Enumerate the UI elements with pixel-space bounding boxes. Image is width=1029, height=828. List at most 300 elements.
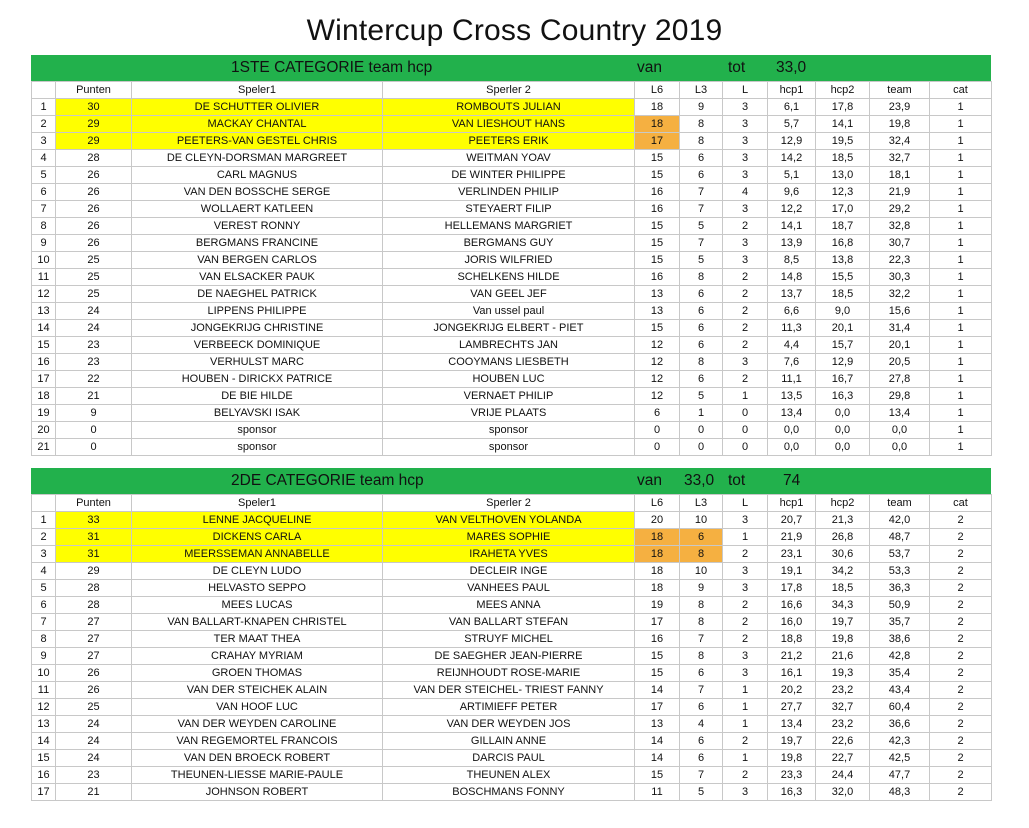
cell-punten: 31 (56, 529, 132, 546)
cell-hcp1: 7,6 (768, 354, 816, 371)
category-1-block (31, 55, 991, 456)
cell-hcp1: 8,5 (768, 252, 816, 269)
cell-hcp2: 13,0 (816, 167, 870, 184)
cell-l3: 7 (680, 235, 723, 252)
cell-punten: 27 (56, 631, 132, 648)
cell-team: 47,7 (870, 767, 930, 784)
cell-cat: 1 (930, 116, 992, 133)
cell-row-number: 6 (32, 597, 56, 614)
cell-hcp1: 19,1 (768, 563, 816, 580)
table-row (32, 580, 992, 597)
cell-hcp2: 18,5 (816, 286, 870, 303)
cell-punten: 25 (56, 269, 132, 286)
column-header-cat: cat (930, 82, 992, 99)
cell-speler1: DE CLEYN-DORSMAN MARGREET (132, 150, 383, 167)
cell-hcp2: 19,8 (816, 631, 870, 648)
cell-speler2: ARTIMIEFF PETER (383, 699, 635, 716)
cell-l6: 15 (635, 320, 680, 337)
cell-team: 48,3 (870, 784, 930, 801)
cell-l6: 0 (635, 439, 680, 456)
cell-l: 3 (723, 580, 768, 597)
cell-l3: 8 (680, 133, 723, 150)
cell-speler2: MEES ANNA (383, 597, 635, 614)
cell-team: 19,8 (870, 116, 930, 133)
category-1-tot-value: 33,0 (776, 59, 807, 76)
cell-row-number: 12 (32, 699, 56, 716)
cell-l: 2 (723, 371, 768, 388)
cell-l6: 15 (635, 252, 680, 269)
cell-l: 3 (723, 784, 768, 801)
cell-row-number: 11 (32, 269, 56, 286)
cell-hcp1: 16,3 (768, 784, 816, 801)
cell-l: 1 (723, 716, 768, 733)
cell-punten: 25 (56, 286, 132, 303)
cell-l: 2 (723, 286, 768, 303)
cell-l6: 11 (635, 784, 680, 801)
cell-punten: 29 (56, 563, 132, 580)
cell-punten: 27 (56, 614, 132, 631)
cell-l3: 6 (680, 320, 723, 337)
cell-punten: 24 (56, 750, 132, 767)
cell-l6: 14 (635, 733, 680, 750)
cell-speler1: CARL MAGNUS (132, 167, 383, 184)
cell-cat: 1 (930, 201, 992, 218)
category-2-block (31, 468, 991, 801)
cell-hcp1: 16,6 (768, 597, 816, 614)
cell-l3: 0 (680, 439, 723, 456)
cell-hcp1: 13,4 (768, 405, 816, 422)
cell-speler2: HOUBEN LUC (383, 371, 635, 388)
cell-team: 0,0 (870, 422, 930, 439)
cell-row-number: 17 (32, 784, 56, 801)
cell-speler2: VAN DER WEYDEN JOS (383, 716, 635, 733)
cell-speler1: VERHULST MARC (132, 354, 383, 371)
cell-hcp2: 22,6 (816, 733, 870, 750)
cell-hcp2: 19,3 (816, 665, 870, 682)
cell-row-number: 10 (32, 665, 56, 682)
cell-hcp2: 13,8 (816, 252, 870, 269)
cell-punten: 9 (56, 405, 132, 422)
cell-hcp2: 34,2 (816, 563, 870, 580)
cell-l6: 17 (635, 614, 680, 631)
cell-row-number: 14 (32, 320, 56, 337)
table-row (32, 716, 992, 733)
cell-l6: 18 (635, 116, 680, 133)
cell-cat: 1 (930, 252, 992, 269)
cell-l: 2 (723, 269, 768, 286)
cell-l: 2 (723, 320, 768, 337)
cell-hcp1: 6,1 (768, 99, 816, 116)
cell-l: 2 (723, 631, 768, 648)
cell-cat: 2 (930, 699, 992, 716)
category-2-table (31, 494, 992, 801)
table-row (32, 405, 992, 422)
cell-team: 23,9 (870, 99, 930, 116)
cell-team: 32,4 (870, 133, 930, 150)
cell-hcp1: 19,7 (768, 733, 816, 750)
table-row (32, 614, 992, 631)
cell-hcp1: 23,1 (768, 546, 816, 563)
cell-cat: 1 (930, 354, 992, 371)
cell-hcp1: 14,2 (768, 150, 816, 167)
cell-l6: 15 (635, 150, 680, 167)
cell-cat: 1 (930, 99, 992, 116)
table-row (32, 699, 992, 716)
cell-team: 29,2 (870, 201, 930, 218)
cell-team: 0,0 (870, 439, 930, 456)
cell-cat: 2 (930, 529, 992, 546)
cell-speler2: STEYAERT FILIP (383, 201, 635, 218)
table-row (32, 784, 992, 801)
cell-hcp1: 12,2 (768, 201, 816, 218)
cell-hcp1: 12,9 (768, 133, 816, 150)
table-row (32, 269, 992, 286)
cell-row-number: 2 (32, 116, 56, 133)
cell-punten: 22 (56, 371, 132, 388)
cell-l3: 0 (680, 422, 723, 439)
cell-speler2: MARES SOPHIE (383, 529, 635, 546)
cell-row-number: 9 (32, 648, 56, 665)
table-row (32, 682, 992, 699)
cell-speler1: DE BIE HILDE (132, 388, 383, 405)
table-row (32, 150, 992, 167)
cell-l6: 15 (635, 218, 680, 235)
cell-speler1: VAN DER WEYDEN CAROLINE (132, 716, 383, 733)
cell-cat: 1 (930, 371, 992, 388)
cell-l: 3 (723, 512, 768, 529)
cell-l: 2 (723, 337, 768, 354)
cell-speler1: VAN ELSACKER PAUK (132, 269, 383, 286)
cell-l6: 12 (635, 337, 680, 354)
cell-row-number: 4 (32, 150, 56, 167)
cell-punten: 23 (56, 354, 132, 371)
cell-cat: 1 (930, 218, 992, 235)
cell-team: 21,9 (870, 184, 930, 201)
cell-cat: 2 (930, 784, 992, 801)
cell-speler1: VAN DER STEICHEK ALAIN (132, 682, 383, 699)
cell-l3: 6 (680, 167, 723, 184)
cell-speler1: LIPPENS PHILIPPE (132, 303, 383, 320)
cell-hcp2: 21,6 (816, 648, 870, 665)
cell-hcp2: 32,7 (816, 699, 870, 716)
cell-row-number: 3 (32, 546, 56, 563)
cell-team: 22,3 (870, 252, 930, 269)
cell-l: 1 (723, 699, 768, 716)
cell-l3: 8 (680, 546, 723, 563)
cell-row-number: 9 (32, 235, 56, 252)
cell-team: 30,7 (870, 235, 930, 252)
cell-speler1: MACKAY CHANTAL (132, 116, 383, 133)
cell-l3: 6 (680, 337, 723, 354)
cell-hcp2: 16,8 (816, 235, 870, 252)
cell-hcp2: 12,9 (816, 354, 870, 371)
table-row (32, 99, 992, 116)
cell-l6: 14 (635, 682, 680, 699)
table-row (32, 252, 992, 269)
cell-speler1: VEREST RONNY (132, 218, 383, 235)
cell-speler2: JONGEKRIJG ELBERT - PIET (383, 320, 635, 337)
cell-l: 3 (723, 167, 768, 184)
cell-hcp1: 9,6 (768, 184, 816, 201)
table-row (32, 303, 992, 320)
cell-l: 3 (723, 563, 768, 580)
cell-hcp2: 21,3 (816, 512, 870, 529)
cell-team: 13,4 (870, 405, 930, 422)
column-header-row-number (32, 495, 56, 512)
cell-row-number: 13 (32, 716, 56, 733)
cell-speler2: COOYMANS LIESBETH (383, 354, 635, 371)
cell-speler1: CRAHAY MYRIAM (132, 648, 383, 665)
cell-punten: 26 (56, 218, 132, 235)
column-header-l3: L3 (680, 82, 723, 99)
cell-row-number: 1 (32, 512, 56, 529)
cell-team: 32,2 (870, 286, 930, 303)
cell-l3: 6 (680, 699, 723, 716)
category-1-table (31, 81, 992, 456)
cell-l6: 17 (635, 133, 680, 150)
cell-cat: 1 (930, 405, 992, 422)
table-row (32, 201, 992, 218)
cell-speler1: sponsor (132, 439, 383, 456)
table-header-row (32, 495, 992, 512)
cell-l6: 18 (635, 99, 680, 116)
cell-punten: 23 (56, 337, 132, 354)
cell-row-number: 1 (32, 99, 56, 116)
cell-speler2: DARCIS PAUL (383, 750, 635, 767)
cell-l6: 0 (635, 422, 680, 439)
cell-hcp1: 5,1 (768, 167, 816, 184)
cell-speler2: ROMBOUTS JULIAN (383, 99, 635, 116)
cell-hcp2: 0,0 (816, 439, 870, 456)
cell-team: 20,5 (870, 354, 930, 371)
cell-hcp2: 18,5 (816, 580, 870, 597)
cell-l: 3 (723, 99, 768, 116)
table-row (32, 218, 992, 235)
cell-speler2: VANHEES PAUL (383, 580, 635, 597)
cell-hcp1: 14,8 (768, 269, 816, 286)
cell-speler2: VERNAET PHILIP (383, 388, 635, 405)
table-row (32, 116, 992, 133)
cell-speler1: MEES LUCAS (132, 597, 383, 614)
cell-team: 32,8 (870, 218, 930, 235)
cell-cat: 1 (930, 303, 992, 320)
cell-hcp1: 16,1 (768, 665, 816, 682)
table-row (32, 388, 992, 405)
cell-speler2: PEETERS ERIK (383, 133, 635, 150)
cell-l3: 9 (680, 99, 723, 116)
cell-team: 60,4 (870, 699, 930, 716)
category-2-van-label: van (637, 472, 662, 489)
cell-cat: 2 (930, 580, 992, 597)
cell-hcp1: 13,5 (768, 388, 816, 405)
column-header-l: L (723, 495, 768, 512)
column-header-punten: Punten (56, 495, 132, 512)
cell-hcp1: 21,2 (768, 648, 816, 665)
cell-hcp1: 17,8 (768, 580, 816, 597)
cell-l6: 13 (635, 716, 680, 733)
page-title: Wintercup Cross Country 2019 (306, 14, 723, 47)
cell-hcp2: 14,1 (816, 116, 870, 133)
cell-hcp2: 16,7 (816, 371, 870, 388)
cell-speler2: VRIJE PLAATS (383, 405, 635, 422)
cell-speler2: HELLEMANS MARGRIET (383, 218, 635, 235)
category-2-header (31, 468, 991, 494)
cell-l3: 8 (680, 648, 723, 665)
cell-hcp2: 0,0 (816, 405, 870, 422)
cell-hcp2: 26,8 (816, 529, 870, 546)
column-header-speler1: Speler1 (132, 495, 383, 512)
cell-l3: 6 (680, 750, 723, 767)
cell-hcp2: 0,0 (816, 422, 870, 439)
cell-cat: 1 (930, 422, 992, 439)
cell-cat: 1 (930, 320, 992, 337)
cell-punten: 24 (56, 303, 132, 320)
cell-cat: 2 (930, 682, 992, 699)
cell-l: 3 (723, 648, 768, 665)
cell-punten: 24 (56, 716, 132, 733)
cell-punten: 0 (56, 439, 132, 456)
cell-hcp2: 15,7 (816, 337, 870, 354)
cell-row-number: 12 (32, 286, 56, 303)
table-row (32, 750, 992, 767)
cell-l3: 7 (680, 682, 723, 699)
cell-hcp2: 15,5 (816, 269, 870, 286)
cell-team: 31,4 (870, 320, 930, 337)
cell-hcp1: 20,7 (768, 512, 816, 529)
cell-team: 53,7 (870, 546, 930, 563)
cell-speler2: REIJNHOUDT ROSE-MARIE (383, 665, 635, 682)
cell-l3: 6 (680, 529, 723, 546)
column-header-l6: L6 (635, 82, 680, 99)
cell-l3: 7 (680, 631, 723, 648)
cell-row-number: 4 (32, 563, 56, 580)
cell-hcp1: 0,0 (768, 439, 816, 456)
cell-l: 3 (723, 201, 768, 218)
table-row (32, 133, 992, 150)
cell-team: 42,0 (870, 512, 930, 529)
cell-row-number: 5 (32, 167, 56, 184)
cell-speler1: PEETERS-VAN GESTEL CHRIS (132, 133, 383, 150)
cell-cat: 2 (930, 563, 992, 580)
cell-speler1: DICKENS CARLA (132, 529, 383, 546)
cell-hcp1: 20,2 (768, 682, 816, 699)
cell-speler1: DE CLEYN LUDO (132, 563, 383, 580)
cell-l6: 12 (635, 388, 680, 405)
cell-hcp1: 6,6 (768, 303, 816, 320)
cell-hcp2: 19,5 (816, 133, 870, 150)
cell-cat: 1 (930, 235, 992, 252)
cell-team: 38,6 (870, 631, 930, 648)
category-2-tot-label: tot (728, 472, 746, 489)
table-row (32, 235, 992, 252)
cell-hcp2: 23,2 (816, 716, 870, 733)
cell-l3: 7 (680, 184, 723, 201)
table-row (32, 665, 992, 682)
cell-hcp1: 23,3 (768, 767, 816, 784)
cell-hcp1: 13,9 (768, 235, 816, 252)
cell-hcp1: 13,4 (768, 716, 816, 733)
cell-team: 42,5 (870, 750, 930, 767)
column-header-punten: Punten (56, 82, 132, 99)
table-header-row (32, 82, 992, 99)
cell-punten: 28 (56, 580, 132, 597)
cell-speler2: GILLAIN ANNE (383, 733, 635, 750)
column-header-cat: cat (930, 495, 992, 512)
cell-l3: 1 (680, 405, 723, 422)
cell-row-number: 6 (32, 184, 56, 201)
cell-l3: 9 (680, 580, 723, 597)
cell-l: 4 (723, 184, 768, 201)
cell-row-number: 13 (32, 303, 56, 320)
cell-punten: 24 (56, 320, 132, 337)
cell-l6: 15 (635, 665, 680, 682)
cell-hcp1: 14,1 (768, 218, 816, 235)
cell-punten: 21 (56, 784, 132, 801)
cell-team: 35,4 (870, 665, 930, 682)
column-header-speler2: Sperler 2 (383, 495, 635, 512)
cell-speler1: MEERSSEMAN ANNABELLE (132, 546, 383, 563)
category-1-van-label: van (637, 59, 662, 76)
cell-team: 36,3 (870, 580, 930, 597)
cell-l: 1 (723, 529, 768, 546)
cell-cat: 2 (930, 767, 992, 784)
cell-l: 2 (723, 733, 768, 750)
cell-speler2: SCHELKENS HILDE (383, 269, 635, 286)
column-header-team: team (870, 82, 930, 99)
cell-l: 3 (723, 252, 768, 269)
cell-team: 18,1 (870, 167, 930, 184)
cell-speler1: JOHNSON ROBERT (132, 784, 383, 801)
cell-speler1: JONGEKRIJG CHRISTINE (132, 320, 383, 337)
cell-cat: 2 (930, 648, 992, 665)
cell-l6: 18 (635, 529, 680, 546)
cell-l3: 7 (680, 767, 723, 784)
cell-speler2: BOSCHMANS FONNY (383, 784, 635, 801)
cell-hcp2: 34,3 (816, 597, 870, 614)
cell-cat: 2 (930, 512, 992, 529)
cell-hcp2: 20,1 (816, 320, 870, 337)
cell-speler1: HOUBEN - DIRICKX PATRICE (132, 371, 383, 388)
cell-speler1: BELYAVSKI ISAK (132, 405, 383, 422)
table-row (32, 371, 992, 388)
column-header-speler2: Sperler 2 (383, 82, 635, 99)
cell-cat: 2 (930, 733, 992, 750)
cell-cat: 1 (930, 388, 992, 405)
cell-speler1: sponsor (132, 422, 383, 439)
cell-punten: 26 (56, 235, 132, 252)
cell-hcp1: 16,0 (768, 614, 816, 631)
cell-hcp1: 27,7 (768, 699, 816, 716)
cell-row-number: 11 (32, 682, 56, 699)
cell-team: 42,3 (870, 733, 930, 750)
cell-speler2: BERGMANS GUY (383, 235, 635, 252)
cell-row-number: 15 (32, 750, 56, 767)
cell-l6: 20 (635, 512, 680, 529)
cell-punten: 27 (56, 648, 132, 665)
cell-row-number: 7 (32, 614, 56, 631)
cell-l3: 5 (680, 252, 723, 269)
column-header-l: L (723, 82, 768, 99)
cell-team: 27,8 (870, 371, 930, 388)
cell-l3: 6 (680, 303, 723, 320)
cell-l6: 18 (635, 580, 680, 597)
cell-l6: 18 (635, 563, 680, 580)
cell-speler1: VAN BERGEN CARLOS (132, 252, 383, 269)
cell-row-number: 14 (32, 733, 56, 750)
table-row (32, 286, 992, 303)
cell-punten: 26 (56, 682, 132, 699)
cell-punten: 28 (56, 597, 132, 614)
